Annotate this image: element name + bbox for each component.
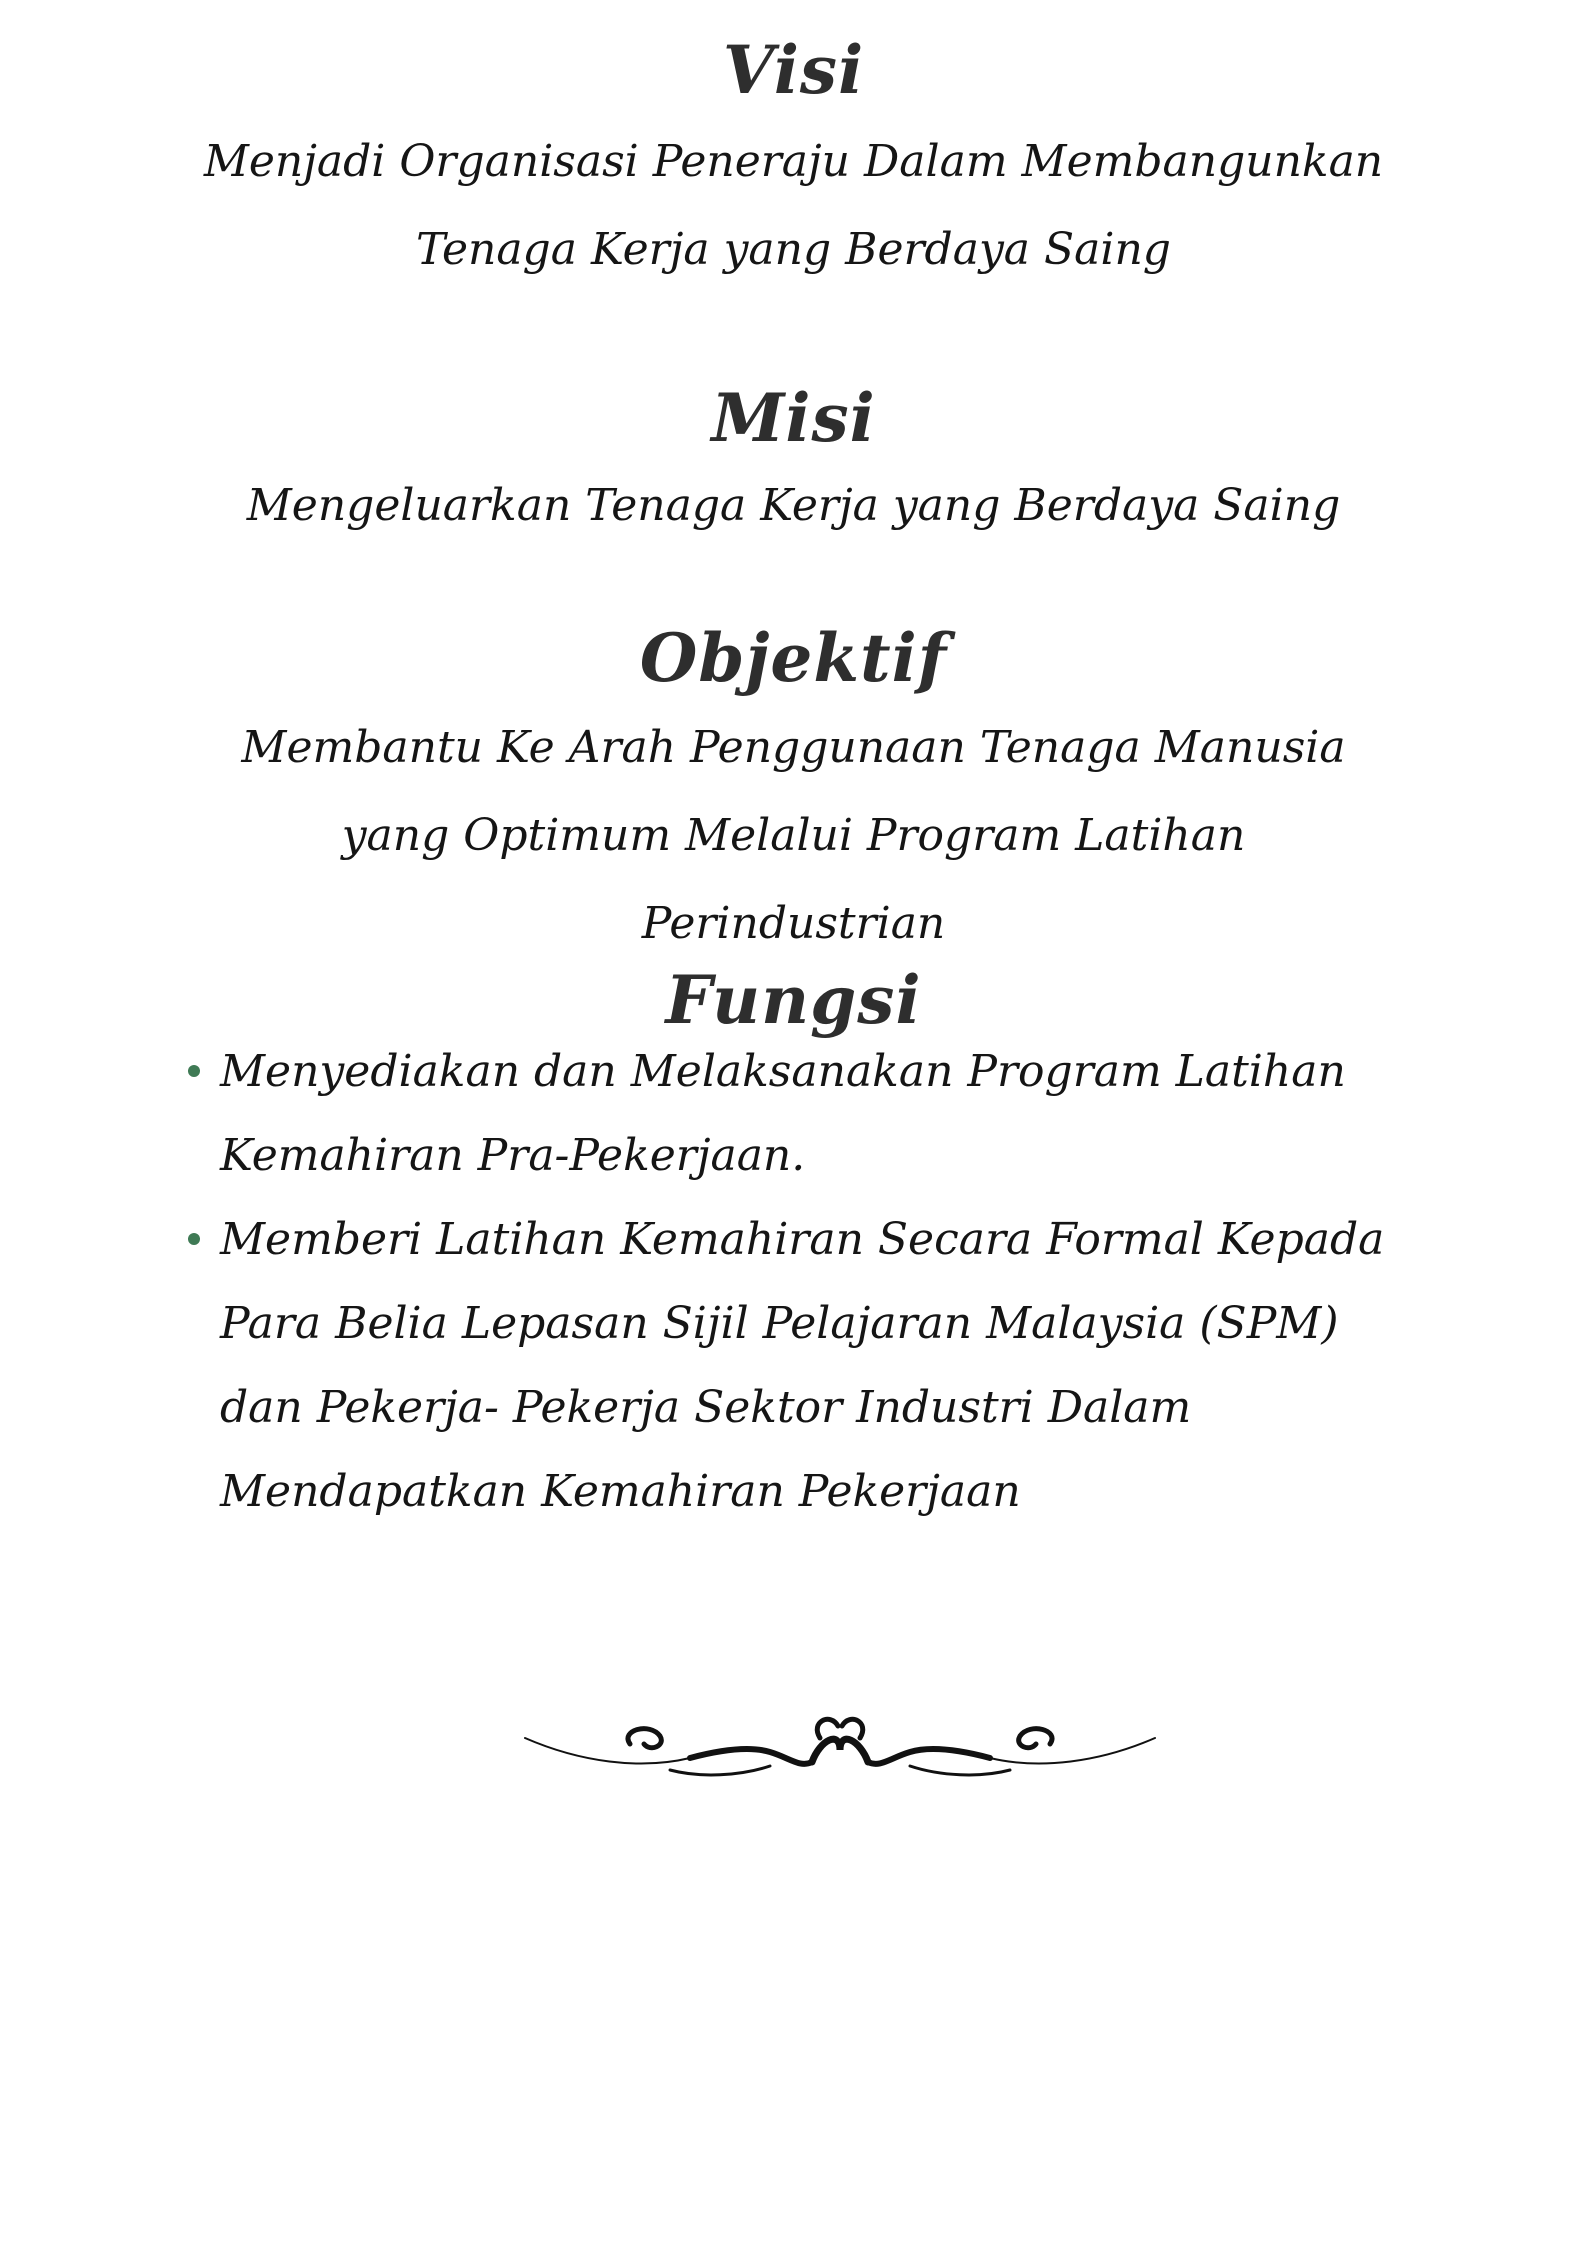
fungsi-item-text: Memberi Latihan Kemahiran Secara Formal Kepada Para Belia Lepasan Sijil Pelajaran Malaysia (SPM) dan Pekerja- Pekerja Sektor Industri Dalam Mendapatkan Kemahiran Pekerjaan: [220, 1214, 1385, 1517]
misi-statement: Mengeluarkan Tenaga Kerja yang Berdaya Saing: [246, 480, 1341, 531]
visi-text: [80, 118, 1507, 294]
misi-heading: Misi: [711, 379, 876, 457]
visi-statement: Menjadi Organisasi Peneraju Dalam Membangunkan Tenaga Kerja yang Berdaya Saing: [203, 136, 1384, 275]
list-item: [180, 1030, 1420, 1198]
bullet-icon: [188, 1233, 200, 1245]
objektif-heading: Objektif: [639, 619, 948, 697]
fungsi-heading: Fungsi: [665, 961, 922, 1039]
visi-heading: Visi: [722, 31, 865, 109]
bullet-icon: [188, 1065, 200, 1077]
list-item: [180, 1198, 1420, 1534]
misi-text: [80, 462, 1507, 550]
fungsi-item-text: Menyediakan dan Melaksanakan Program Latihan Kemahiran Pra-Pekerjaan.: [220, 1046, 1346, 1181]
objektif-text: [80, 704, 1507, 968]
objektif-statement: Membantu Ke Arah Penggunaan Tenaga Manusia yang Optimum Melalui Program Latihan Perindustrian: [241, 722, 1346, 949]
flourish-ornament-icon: [520, 1700, 1160, 1790]
fungsi-list: [180, 1030, 1420, 1534]
